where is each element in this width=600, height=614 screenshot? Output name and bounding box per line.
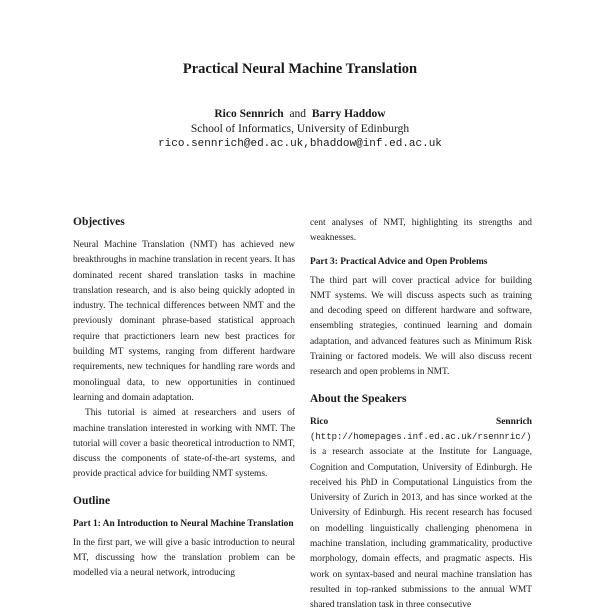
paper-title: Practical Neural Machine Translation <box>182 61 418 77</box>
section-heading-objectives: Objectives <box>73 216 125 228</box>
right-column <box>310 216 532 614</box>
objectives-paragraph-1: Neural Machine Translation (NMT) has achieved new breakthroughs in machine translation in recent years. It has dominated recent shared translation tasks in machine translation research, and is also being quickly adopted in industry. The technical differences between NMT and the previously dominant phrase-based statistical approach require that practictioners learn new best practices for building MT systems, ranging from different hardware requirements, new techniques for handling rare words and monolingual data, to new opportunities in continued learning and domain adaptation. <box>73 240 295 403</box>
speaker-name: Rico Sennrich <box>310 416 532 427</box>
author-line <box>0 107 600 121</box>
part3-paragraph: The third part will cover practical advice for building NMT systems. We will discuss aspects such as training and decoding speed on different hardware and software, ensembling strategies, continued learning and domain adaptation, and advanced features such as Minimum Risk Training or factored models. We will also discuss recent research and open problems in NMT. <box>310 275 532 378</box>
section-heading-outline: Outline <box>73 494 111 507</box>
section-heading-speakers: About the Speakers <box>310 392 407 405</box>
continued-paragraph: cent analyses of NMT, highlighting its strengths and weaknesses. <box>310 218 532 244</box>
objectives-paragraph-2: This tutorial is aimed at researchers and users of machine translation interested in working with NMT. The tutorial will cover a basic theoretical introduction to NMT, discuss the components of state-of-the-art systems, and provide practical advice for building NMT systems. <box>73 408 295 480</box>
speaker-bio: is a research associate at the Institute for Language, Cognition and Computation, University of Edinburgh. He received his PhD in Computational Linguistics from the University of Zurich in 2013, and has since worked at the University of Edinburgh. His recent research has focused on modelling linguistically challenging phenomena in machine translation, including grammaticality, productive morphology, domain effects, and pragmatic aspects. His work on syntax-based and neural machine translation has resulted in top-ranked submissions to the annual WMT shared translation task in three consecutive <box>310 447 532 611</box>
author-name: Rico Sennrich <box>214 108 284 120</box>
author-emails: rico.sennrich@ed.ac.uk,bhaddow@inf.ed.ac.uk <box>158 138 442 150</box>
subsection-heading-part1: Part 1: An Introduction to Neural Machine Translation <box>73 518 294 529</box>
author-name: Barry Haddow <box>311 108 386 120</box>
author-joiner: and <box>289 108 307 120</box>
speaker-bio-paragraph <box>310 415 532 614</box>
affiliation: School of Informatics, University of Edinburgh <box>190 123 410 135</box>
left-column <box>73 214 295 582</box>
part1-paragraph: In the first part, we will give a basic introduction to neural MT, discussing how the translation problem can be modelled via a neural network, introducing <box>73 537 295 579</box>
subsection-heading-part3: Part 3: Practical Advice and Open Problems <box>310 256 488 267</box>
speaker-url: (http://homepages.inf.ed.ac.uk/rsennric/) <box>310 431 532 442</box>
